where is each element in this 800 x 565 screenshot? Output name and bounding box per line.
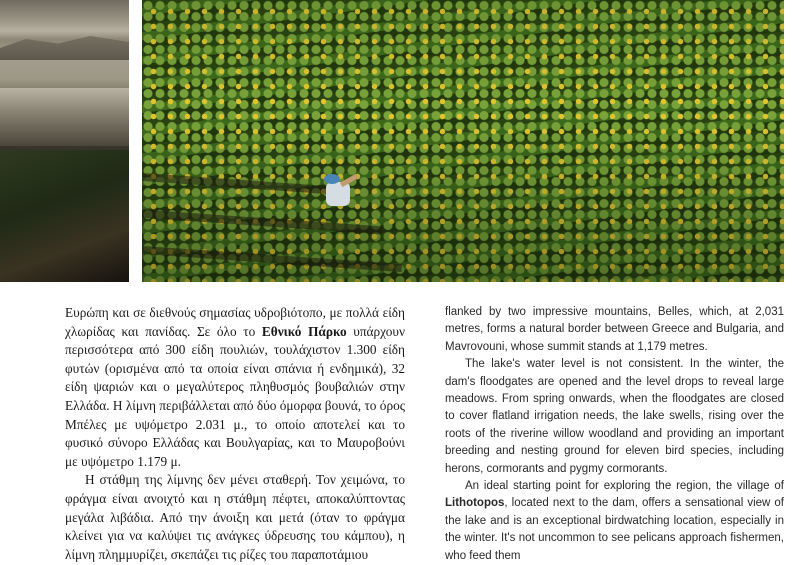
- english-paragraph-3: [445, 478, 784, 565]
- english-text-column: [445, 304, 784, 565]
- greek-paragraph-2: Η στάθμη της λίμνης δεν μένει σταθερή. Τον χειμώνα, το φράγμα είναι ανοιχτό και η στάθμη πέφτει, αποκαλύπτοντας μεγάλα λιβάδια. Από την άνοιξη και μετά (όταν το φράγμα κλείνει για να καλύψει τις ανάγκες ύδρευσης του κάμπου), η λίμνη πλημμυρίζει, σκεπάζει τις ρίζες του παραποτάμιου: [65, 472, 405, 562]
- greek-text-span: Ευρώπη και σε διεθνούς σημασίας υδροβιότοπο, με πολλά είδη χλωρίδας και πανίδας. Σε όλο το: [65, 305, 405, 339]
- lake-surface: [0, 88, 129, 146]
- lake-landscape-photo: [0, 0, 129, 282]
- shore-field: [0, 150, 129, 282]
- english-text-span: , located next to the dam, offers a sensational view of the lake and is an exceptional birdwatching location, especially in the winter. It's not uncommon to see pelicans approach fishermen, who feed them: [445, 497, 784, 562]
- national-park-highlight: Εθνικό Πάρκο: [261, 323, 347, 339]
- english-text-span: An ideal starting point for exploring the region, the village of: [465, 480, 784, 493]
- greek-paragraph-1: [65, 304, 405, 471]
- english-paragraph-2: The lake's water level is not consistent. In the winter, the dam's floodgates are opened and the level drops to reveal large meadows. From spring onwards, when the floodgates are closed to cover flatland irrigation needs, the lake swells, rising over the roots of the riverine willow woodland and providing an important breeding and nesting ground for eleven bird species, including herons, cormorants and pygmy cormorants.: [445, 358, 784, 475]
- mountain-silhouette: [0, 30, 129, 60]
- greek-text-span: υπάρχουν περισσότερα από 300 είδη πουλιών, τουλάχιστον 1.300 είδη φυτών (ορισμένα από τα οποία είναι σπάνια ή ενδημικά), 32 είδη ψαριών και ο μεγαλύτερος πληθυσμός βουβαλιών στην Ελλάδα. Η λίμνη περιβάλλεται από δύο όμορφα βουνά, το όρος Μπέλες με υψόμετρο 2.031 μ., το οποίο αποτελεί και το φυσικό σύνορο Ελλάδας και Βουλγαρίας, και το Μαυροβούνι με υψόμετρο 1.179 μ.: [65, 323, 405, 469]
- greek-text-column: [65, 304, 405, 564]
- farmer-figure: [322, 172, 358, 210]
- photo-shading: [142, 0, 784, 282]
- english-paragraph-1: flanked by two impressive mountains, Belles, which, at 2,031 metres, forms a natural border between Greece and Bulgaria, and Mavrovouni, whose summit stands at 1,179 metres.: [445, 306, 784, 353]
- sunflower-field-photo: [142, 0, 784, 282]
- lithotopos-highlight: Lithotopos: [445, 497, 505, 510]
